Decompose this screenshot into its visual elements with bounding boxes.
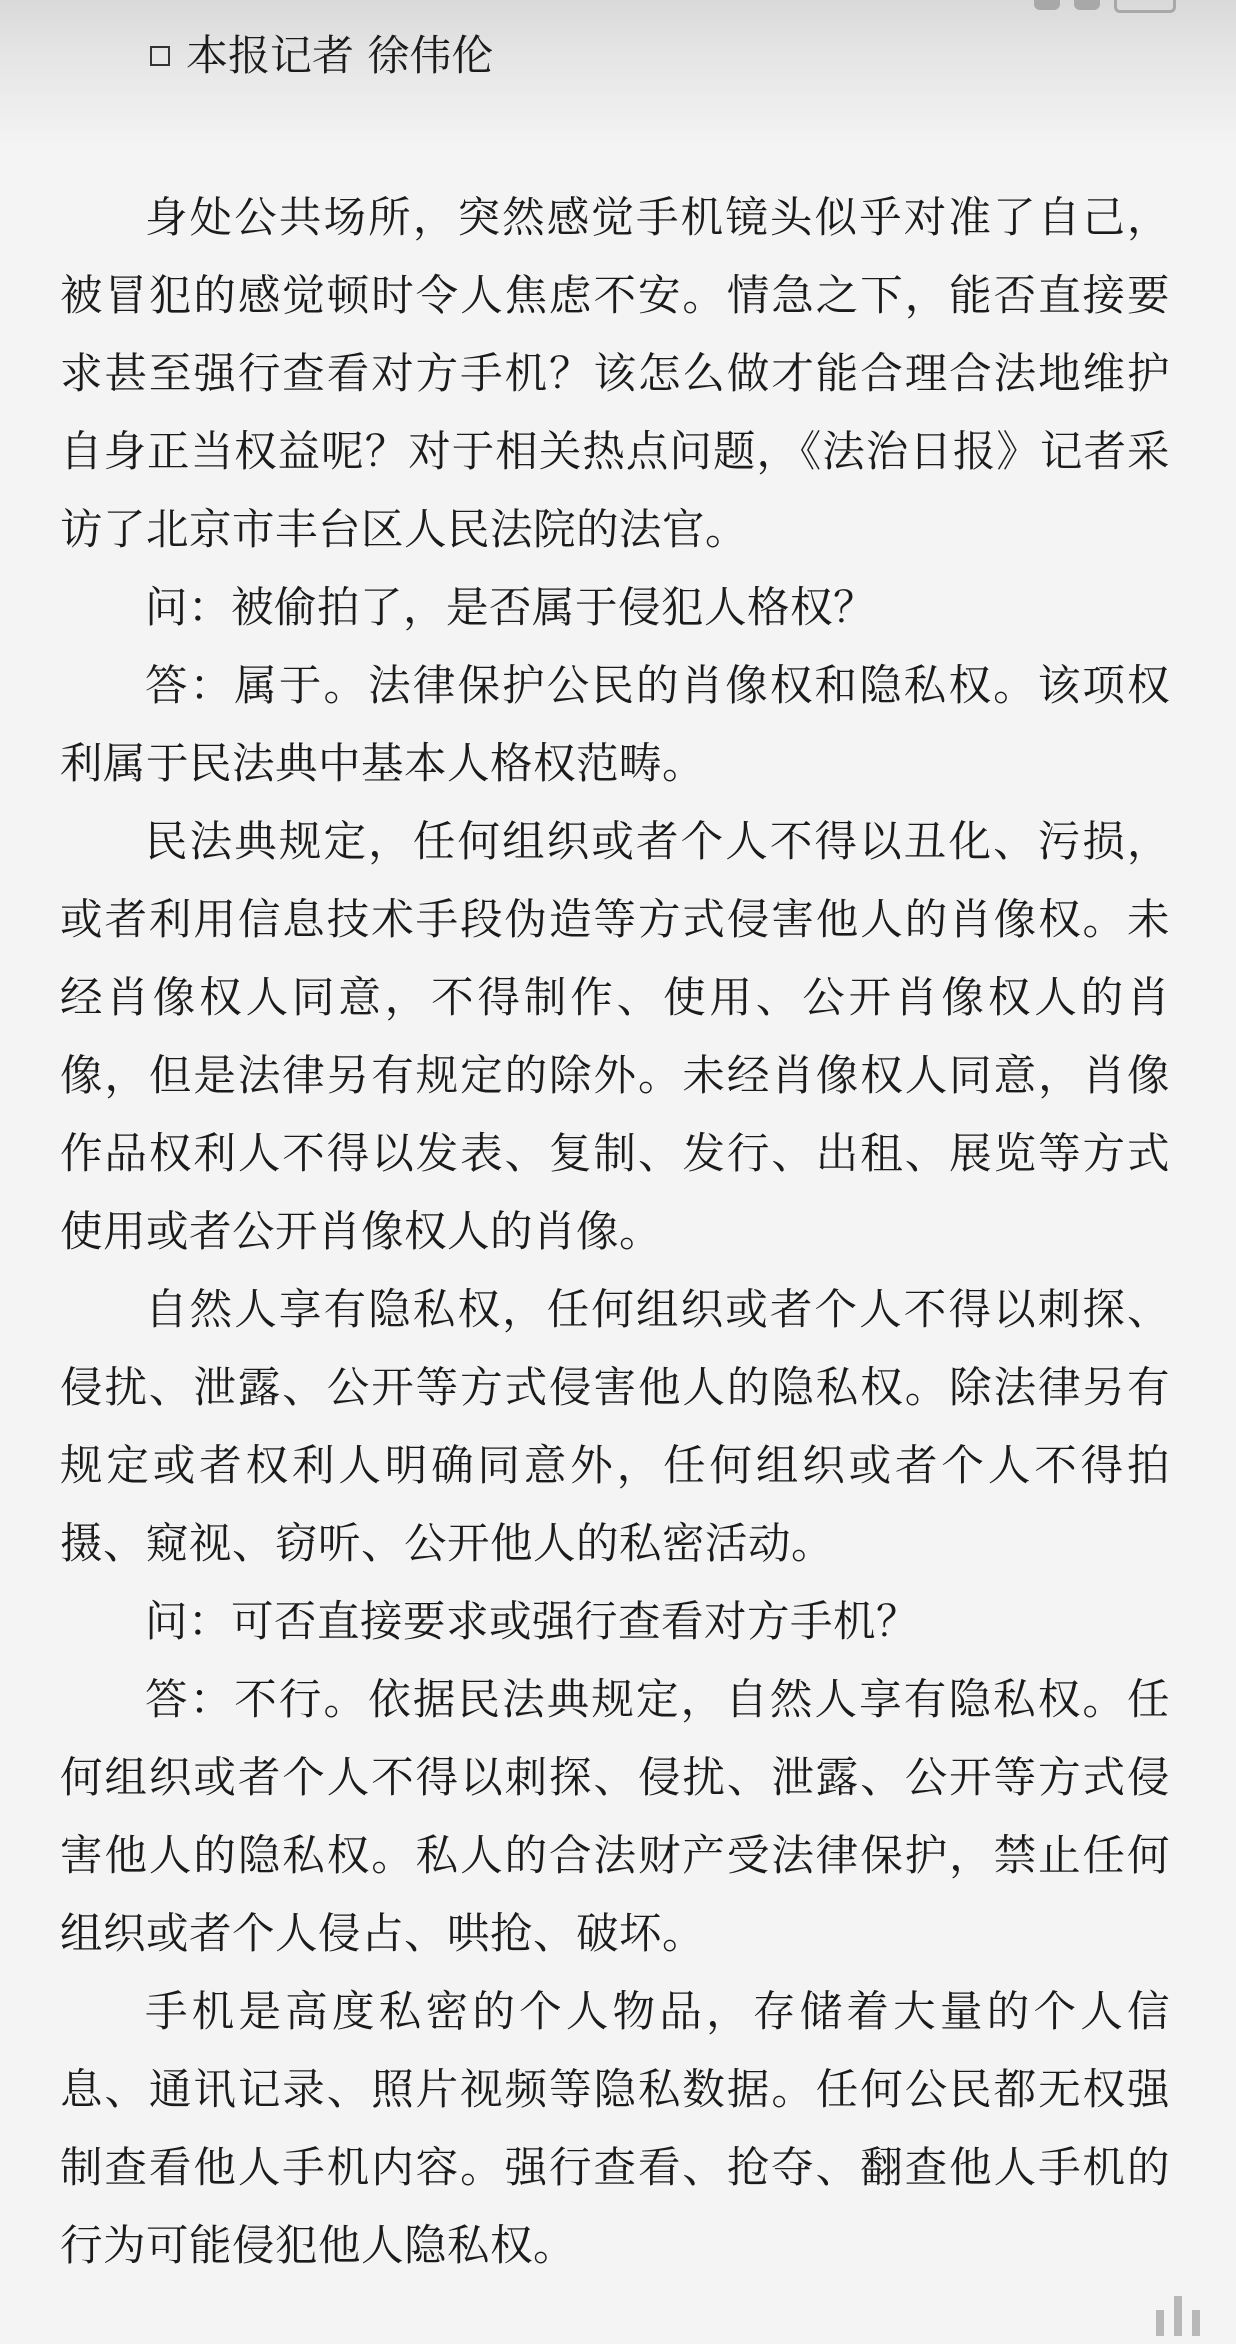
bar-icon [1192, 2310, 1200, 2336]
question-2: 问：可否直接要求或强行查看对方手机？ [145, 1598, 920, 1647]
question-1: 问：被偷拍了，是否属于侵犯人格权？ [145, 584, 877, 633]
bar-icon [1156, 2310, 1164, 2336]
status-bar [0, 0, 1236, 18]
byline [150, 28, 493, 84]
signal-icon [1034, 0, 1060, 10]
byline-text: 本报记者 徐伟伦 [186, 31, 494, 80]
paragraph-intro: 身处公共场所，突然感觉手机镜头似乎对准了自己，被冒犯的感觉顿时令人焦虑不安。情急之下，能否直接要求甚至强行查看对方手机？该怎么做才能合理合法地维护自身正当权益呢？对于相关热点问题，《法治日报》记者采访了北京市丰台区人民法院的法官。 [60, 194, 1170, 555]
status-icons [1034, 0, 1176, 13]
answer-2: 答：不行。依据民法典规定，自然人享有隐私权。任何组织或者个人不得以刺探、侵扰、泄露、公开等方式侵害他人的隐私权。私人的合法财产受法律保护，禁止任何组织或者个人侵占、哄抢、破坏。 [60, 1676, 1170, 1959]
wifi-icon [1074, 0, 1100, 10]
article-body [60, 180, 1170, 2286]
answer-1: 答：属于。法律保护公民的肖像权和隐私权。该项权利属于民法典中基本人格权范畴。 [60, 662, 1170, 789]
paragraph-privacy-rights: 自然人享有隐私权，任何组织或者个人不得以刺探、侵扰、泄露、公开等方式侵害他人的隐私权。除法律另有规定或者权利人明确同意外，任何组织或者个人不得拍摄、窥视、窃听、公开他人的私密活动。 [60, 1286, 1170, 1569]
bottom-icons [1156, 2296, 1200, 2336]
paragraph-phone-privacy: 手机是高度私密的个人物品，存储着大量的个人信息、通讯记录、照片视频等隐私数据。任何公民都无权强制查看他人手机内容。强行查看、抢夺、翻查他人手机的行为可能侵犯他人隐私权。 [60, 1988, 1170, 2271]
square-icon [150, 46, 170, 66]
paragraph-portrait-rights: 民法典规定，任何组织或者个人不得以丑化、污损，或者利用信息技术手段伪造等方式侵害他人的肖像权。未经肖像权人同意，不得制作、使用、公开肖像权人的肖像，但是法律另有规定的除外。未经肖像权人同意，肖像作品权利人不得以发表、复制、发行、出租、展览等方式使用或者公开肖像权人的肖像。 [60, 818, 1170, 1257]
battery-icon [1114, 0, 1176, 13]
bar-icon [1174, 2296, 1182, 2336]
